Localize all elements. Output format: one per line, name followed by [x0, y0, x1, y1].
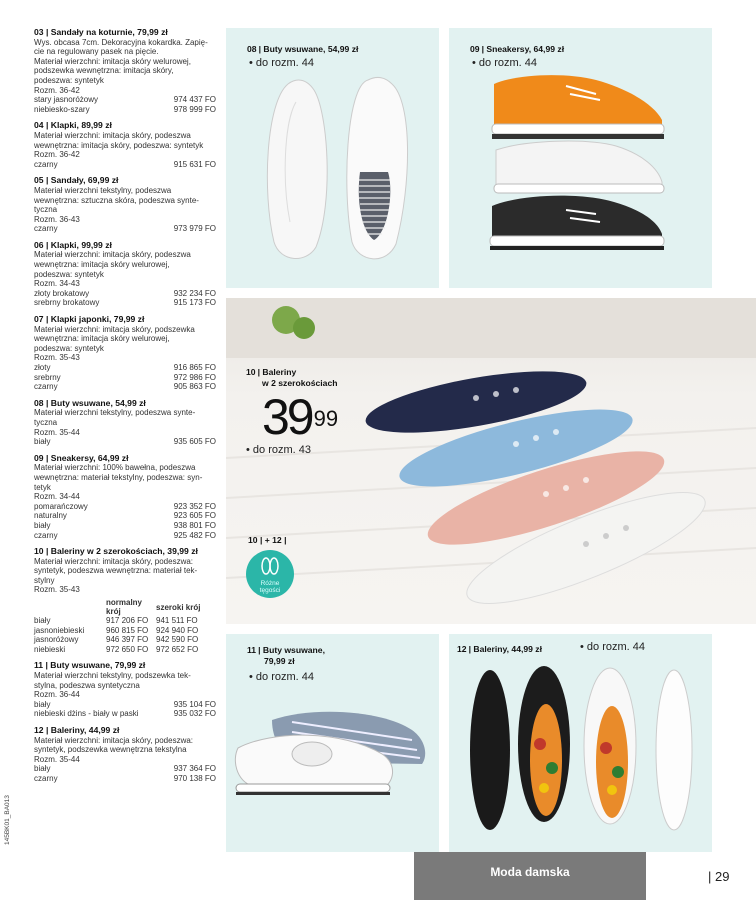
product-description-line: Rozm. 35-43 [34, 585, 80, 595]
product-block [34, 315, 220, 392]
product-name: Sneakersy, 64,99 zł [50, 452, 129, 463]
product-block [34, 241, 220, 308]
variant-row [34, 437, 220, 447]
table-cell: 917 206 FO [106, 616, 149, 626]
catalog-code: 145BK01_BA013 [4, 795, 11, 845]
variant-code: 972 986 FO [173, 372, 216, 382]
variant-color: czarny [34, 224, 58, 234]
variant-code: 923 352 FO [173, 501, 216, 511]
width-badge [246, 550, 294, 598]
table-header: szeroki krój [156, 602, 201, 612]
variant-code: 978 999 FO [173, 104, 216, 114]
product-number: 07 [34, 314, 44, 325]
product-description-line: wewnętrzna: imitacja skóry welurowej, [34, 334, 170, 344]
product-name: Klapki japonki, 79,99 zł [50, 314, 145, 325]
product-title: 08 | Buty wsuwane, 54,99 zł [34, 397, 146, 408]
product-number: 06 [34, 239, 44, 250]
variant-color: srebrny [34, 372, 61, 382]
product-description-line: Rozm. 35-43 [34, 353, 80, 363]
panel-11-title-line2: 79,99 zł [264, 656, 295, 666]
table-cell: 972 652 FO [156, 644, 199, 654]
product-number: 11 [34, 660, 44, 671]
variant-row [34, 700, 220, 710]
product-number: 09 [34, 452, 44, 463]
product-title: 05 | Sandały, 69,99 zł [34, 175, 119, 186]
variant-color: stary jasnoróżowy [34, 95, 99, 105]
table-cell: 972 650 FO [106, 644, 149, 654]
variant-code: 973 979 FO [173, 224, 216, 234]
badge-text-2: tęgości [259, 587, 281, 594]
badge-text-1: Różne [260, 580, 280, 587]
panel-08-size: • do rozm. 44 [249, 57, 315, 69]
variant-code: 915 173 FO [173, 298, 216, 308]
variant-color: biały [34, 520, 51, 530]
variant-color: czarny [34, 773, 58, 783]
product-number: 03 [34, 27, 44, 37]
table-row [34, 645, 206, 655]
variant-row [34, 105, 220, 115]
product-description-line: Rozm. 36-44 [34, 690, 80, 700]
product-description-line: Materiał wierzchni tekstylny, podeszwa [34, 185, 172, 195]
product-block [34, 399, 220, 447]
product-description-line: Rozm. 36-43 [34, 214, 80, 224]
product-name: Sandały, 69,99 zł [50, 175, 119, 186]
product-description-line: podszewka wewnętrzna: imitacja skóry, [34, 66, 174, 76]
variant-code: 935 032 FO [173, 709, 216, 719]
table-row [34, 616, 206, 626]
slip-on-shoes-image [256, 72, 426, 272]
product-number: 08 [34, 397, 44, 408]
table-cell: 942 590 FO [156, 635, 199, 645]
table-row [34, 635, 206, 645]
product-description-line: tetyk [34, 482, 51, 492]
slip-on-knot-image [232, 700, 432, 810]
product-description-line: Materiał wierzchni: imitacja skóry, podeszwa: [34, 556, 194, 566]
table-cell: jasnoróżowy [34, 635, 79, 645]
product-description-line: podeszwa: syntetyk [34, 75, 104, 85]
panel-09-title: 09 | Sneakersy, 64,99 zł [470, 44, 565, 54]
panel-10-title-line2: w 2 szerokościach [262, 378, 338, 388]
product-description-line: Materiał wierzchni: imitacja skóry welurowej, [34, 56, 191, 66]
product-title: 12 | Baleriny, 44,99 zł [34, 725, 120, 735]
variant-row [34, 95, 220, 105]
product-description-line: tyczna [34, 417, 58, 427]
page-number: | 29 [708, 869, 730, 884]
product-title: 06 | Klapki, 99,99 zł [34, 239, 112, 250]
product-description-line: syntetyk, podszewka wewnętrzna tekstylna [34, 745, 187, 755]
table-cell: 946 397 FO [106, 635, 149, 645]
panel-12-title: 12 | Baleriny, 44,99 zł [457, 644, 542, 654]
variant-row [34, 511, 220, 521]
variant-row [34, 502, 220, 512]
product-description-line: wewnętrzna: materiał tekstylny, podeszwa: syn- [34, 472, 203, 482]
panel-11-size: • do rozm. 44 [249, 671, 315, 683]
variant-code: 916 865 FO [173, 363, 216, 372]
product-description-line: Rozm. 35-44 [34, 427, 80, 437]
variant-row [34, 289, 220, 299]
panel-10-size: • do rozm. 43 [246, 444, 312, 456]
product-description-line: Wys. obcasa 7cm. Dekoracyjna kokardka. Zapię- [34, 37, 208, 47]
variant-color: naturalny [34, 511, 67, 521]
table-header: normalny krój [106, 598, 143, 617]
product-number: 12 [34, 725, 44, 735]
product-description-line: podeszwa: syntetyk [34, 343, 104, 353]
product-title: 09 | Sneakersy, 64,99 zł [34, 452, 129, 463]
product-description-line: Rozm. 34-43 [34, 279, 80, 289]
price-tag: $39^{99}$ [262, 389, 339, 445]
product-name: Baleriny, 44,99 zł [50, 725, 120, 735]
width-variants-table [34, 598, 206, 654]
variant-row [34, 531, 220, 541]
product-description-line: Materiał wierzchni: imitacja skóry, podszewka [34, 324, 195, 334]
product-block [34, 661, 220, 719]
product-description-line: Materiał wierzchni: imitacja skóry, podeszwa: [34, 735, 194, 745]
variant-color: złoty [34, 363, 51, 372]
product-block [34, 547, 220, 654]
product-block [34, 454, 220, 540]
product-description-line: Materiał wierzchni: imitacja skóry, podeszwa [34, 250, 191, 260]
variant-color: srebrny brokatowy [34, 298, 100, 308]
product-number: 10 [34, 546, 44, 557]
product-description-line: Rozm. 36-42 [34, 150, 80, 160]
sandals-icon [260, 556, 280, 576]
product-block [34, 28, 220, 114]
variant-color: czarny [34, 530, 58, 540]
variant-code: 974 437 FO [173, 95, 216, 105]
product-name: Klapki, 99,99 zł [50, 239, 112, 250]
product-description-line: Materiał wierzchni tekstylny, podeszwa synte- [34, 408, 196, 418]
table-cell: 960 815 FO [106, 625, 149, 635]
product-description-line: wewnętrzna: imitacja skóry, podeszwa: syntetyk [34, 140, 204, 150]
variant-row [34, 774, 220, 784]
product-title: 10 | Baleriny w 2 szerokościach, 39,99 zł [34, 546, 198, 557]
product-description-line: stylna, podeszwa syntetyczna [34, 680, 140, 690]
variant-color: złoty brokatowy [34, 288, 90, 298]
panel-08-title: 08 | Buty wsuwane, 54,99 zł [247, 44, 359, 54]
product-description-line: wewnętrzna: imitacja skóry welurowej, [34, 260, 170, 270]
variant-row [34, 764, 220, 774]
panel-10-badge-label: 10 | + 12 | [248, 535, 287, 545]
variant-code: 925 482 FO [173, 530, 216, 540]
variant-color: biały [34, 764, 51, 774]
ballerina-photo [226, 298, 756, 624]
ballerinas-image [226, 298, 756, 624]
variant-row [34, 521, 220, 531]
section-footer: Moda damska [414, 852, 646, 900]
variant-color: niebiesko-szary [34, 104, 90, 114]
panel-12-size: • do rozm. 44 [580, 641, 646, 653]
floral-ballerinas-image [466, 664, 706, 844]
product-number: 04 [34, 120, 44, 131]
product-title: 11 | Buty wsuwane, 79,99 zł [34, 660, 146, 671]
variant-code: 935 605 FO [173, 437, 216, 447]
product-name: Buty wsuwane, 54,99 zł [50, 397, 146, 408]
product-description-line: stylny [34, 575, 55, 585]
variant-code: 905 863 FO [173, 382, 216, 392]
variant-code: 932 234 FO [173, 288, 216, 298]
product-description-line: Materiał wierzchni tekstylny, podszewka tek- [34, 671, 191, 681]
variant-code: 970 138 FO [173, 773, 216, 783]
product-block [34, 726, 220, 784]
table-cell: 941 511 FO [156, 616, 198, 626]
variant-code: 937 364 FO [173, 764, 216, 774]
product-title: 04 | Klapki, 89,99 zł [34, 120, 112, 131]
variant-row [34, 373, 220, 383]
product-name: Baleriny w 2 szerokościach, 39,99 zł [50, 546, 198, 557]
product-description-line: Rozm. 36-42 [34, 85, 80, 95]
variant-row [34, 363, 220, 373]
product-block [34, 121, 220, 169]
table-row [34, 626, 206, 636]
variant-row [34, 709, 220, 719]
panel-11-title-line1: 11 | Buty wsuwane, [247, 645, 325, 655]
product-number: 05 [34, 175, 44, 186]
product-description-line: podeszwa: syntetyk [34, 269, 104, 279]
product-description-line: Rozm. 34-44 [34, 492, 80, 502]
product-name: Sandały na koturnie, 79,99 zł [50, 27, 168, 37]
variant-color: biały [34, 699, 51, 709]
panel-10-title-line1: 10 | Baleriny [246, 367, 297, 377]
table-header [34, 598, 106, 616]
variant-row [34, 298, 220, 308]
variant-code: 915 631 FO [173, 159, 216, 169]
sneakers-image [486, 64, 670, 272]
variant-color: niebieski dżins - biały w paski [34, 709, 139, 719]
variant-row [34, 382, 220, 392]
product-title: 07 | Klapki japonki, 79,99 zł [34, 314, 145, 325]
variant-color: pomarańczowy [34, 501, 88, 511]
product-name: Klapki, 89,99 zł [50, 120, 112, 131]
table-cell: 924 940 FO [156, 625, 199, 635]
product-descriptions [34, 28, 220, 791]
product-name: Buty wsuwane, 79,99 zł [50, 660, 146, 671]
table-cell: niebieski [34, 644, 66, 654]
variant-row [34, 160, 220, 170]
product-description-line: Materiał wierzchni: imitacja skóry, podeszwa [34, 130, 191, 140]
variant-color: czarny [34, 382, 58, 392]
product-title: 03 | Sandały na koturnie, 79,99 zł [34, 27, 168, 37]
product-description-line: wewnętrzna: sztuczna skóra, podeszwa synte- [34, 195, 199, 205]
product-description-line: cie na regulowany pasek na pięcie. [34, 47, 159, 57]
variant-code: 923 605 FO [173, 511, 216, 521]
product-description-line: Materiał wierzchni: 100% bawełna, podeszwa [34, 463, 196, 473]
panel-09-size: • do rozm. 44 [472, 57, 538, 69]
table-cell: biały [34, 616, 51, 626]
variant-code: 938 801 FO [173, 520, 216, 530]
variant-color: czarny [34, 159, 58, 169]
variant-row [34, 224, 220, 234]
product-description-line: Rozm. 35-44 [34, 754, 80, 764]
product-description-line: syntetyk, podeszwa wewnętrzna: materiał tek- [34, 566, 198, 576]
table-cell: jasnoniebieski [34, 625, 85, 635]
variant-color: biały [34, 437, 51, 447]
product-description-line: tyczna [34, 205, 58, 215]
product-block [34, 176, 220, 234]
variant-code: 935 104 FO [173, 699, 216, 709]
